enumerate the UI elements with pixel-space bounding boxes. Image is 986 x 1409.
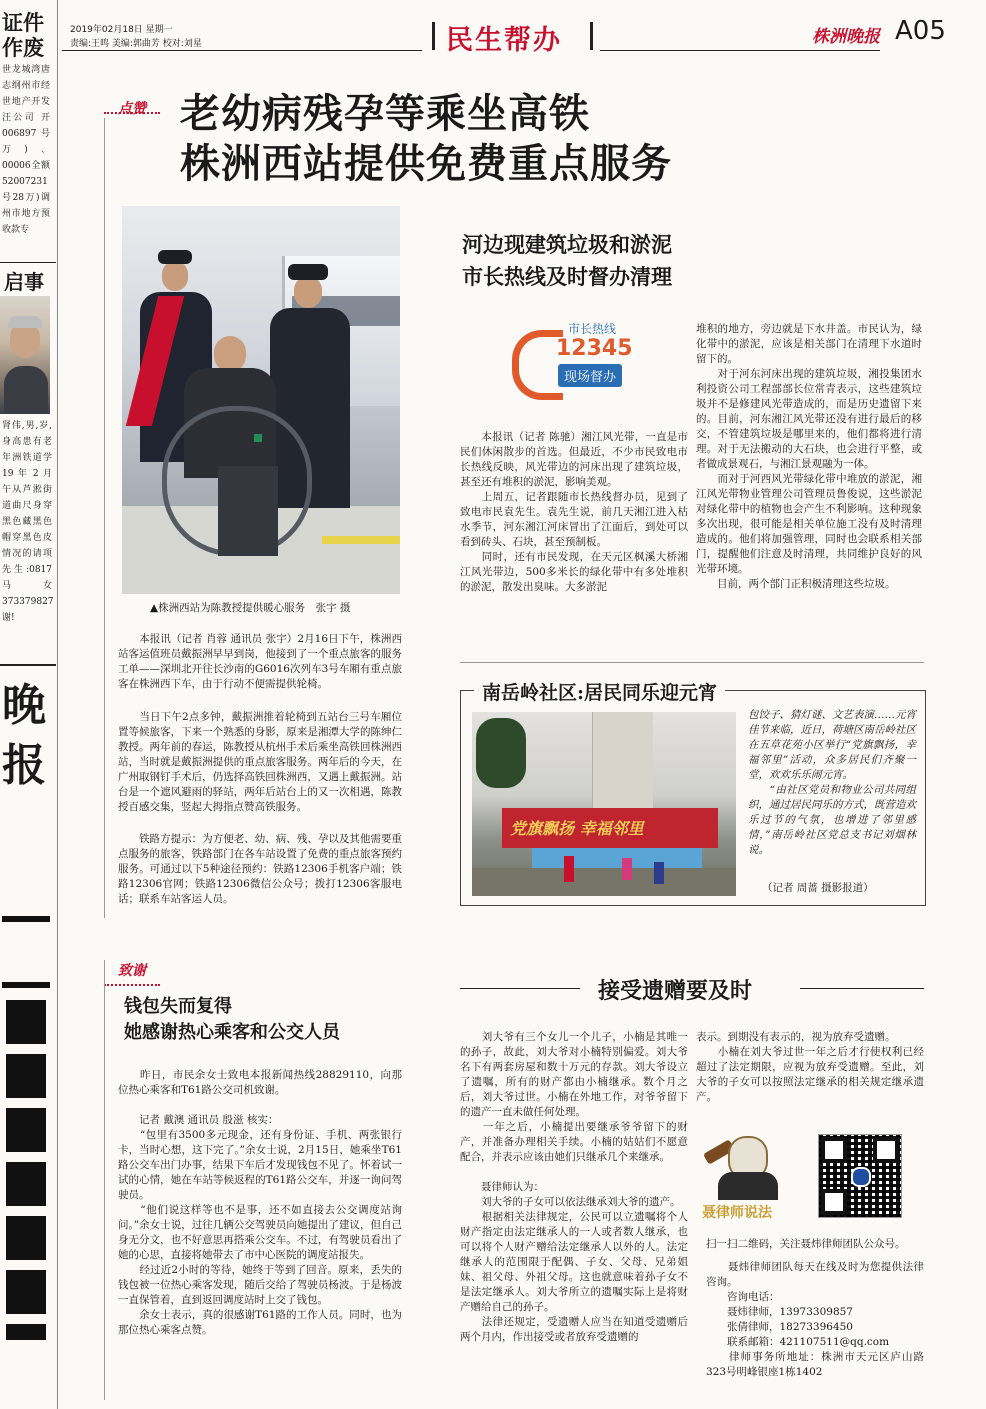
a1-title-line2: 株洲西站提供免费重点服务 [180,141,672,187]
qishi-rule [0,664,56,666]
qr-code [818,1134,902,1218]
qishi-body: 肾伟,男,岁,身高患有老年洲铁道学19 年 2 月午从芦淞街道曲尺身穿黑色藏黑色帽穿黑色皮情况的请项先生:0817 马女373379827谢! [2,421,55,623]
a1-para2: 当日下午2点多钟，戴振洲推着轮椅到五站台三号车厢位置等候旅客，下来一个熟悉的身影，原来是湘潭大学的陈绅仁教授。两年前的春运，陈教授从杭州手术后乘坐高铁回株洲西站，当时就是戴振洲提供的重点旅客服务。两年后的今天，在广州取钢钉手术后，仍选择高铁回株洲西，又遇上戴振洲。站台是一个遮风避雨的驿站，两年后站台上的又一次相遇，陈教授百感交集，竖起大拇指点赞高铁服务。 [118,711,402,813]
a4-left-rule [104,960,105,1400]
a2-bottom-rule [460,662,924,663]
a3-credit: （记者 周蔷 摄影报道） [762,882,874,894]
qishi-title: 启事 [4,270,44,294]
a5-col1: 刘大爷有三个女儿一个儿子，小楠是其唯一的孙子，故此，刘大爷对小楠特别偏爱。刘大爷名下有两套房屋和数十万元的存款。刘大爷设立了遗嘱，所有的财产都由小楠继承。数个月之后，刘大爷过世。小楠在外地工作，对爷爷留下的遗产一直未做任何处理。 一年之后，小楠提出要继承爷爷留下的财产，并准备办理相关手续。小楠的姑姑们不愿意配合，并表示应该由她们只继承几个来继承。 聂律师认为： 刘大爷的子女可以依法继承刘大爷的遗产。 根据相关法律规定，公民可以立遗嘱将个人财产指定由法定继承人的一人或者数人继承，也可以将个人财产赠给法定继承人以外的人。法定继承人的范围限于配偶、子女、父母、兄弟姐妹、祖父母、外祖父母。这也就意味着孙子女不是法定继承人。刘大爷所立的遗嘱实际上是将财产赠给自己的孙子。 法律还规定，受遗赠人应当在知道受遗赠后两个月内，作出接受或者放弃受遗赠的 [460,1031,688,1343]
section-bar-left [432,22,435,50]
a2-col2: 堆积的地方，旁边就是下水井盖。市民认为，绿化带中的淤泥，应该是相关部门在清理下水道时留下的。 对于河东河床出现的建筑垃圾，湘投集团水利投资公司工程部部长位常青表示，这些建筑垃圾并不是修建风光带造成的，而是历史遗留下来的。目前，河东湘江风光带还没有进行最后的移交，不管建筑垃圾是哪里来的，他们都将进行清理。对于无法搬动的大石块，也会进行平整，或者做成景观石，与湘江景观融为一体。 而对于河西风光带绿化带中堆放的淤泥，湘江风光带物业管理公司管理员鲁俊说，这些淤泥对绿化带中的植物也会产生不利影响。这种现象多次出现，很可能是相关单位施工没有及时清理造成的。他们将加强管理，同时也会联系相关部门，提醒他们注意及时清理，共同维护良好的风光带环境。 目前，两个部门正积极清理这些垃圾。 [696,323,922,590]
big-ad-chars-2 [2,860,50,988]
paper-logo: 株洲晚报 [812,27,880,47]
header-date: 2019年02月18日 星期一 [70,25,173,35]
a5-title-rule-right [800,988,924,989]
a2-hotline-logo [512,320,672,396]
a5-title: 接受遗赠要及时 [598,978,753,1004]
a3-photo [472,712,736,896]
notice-title: 证件作废 [2,10,44,60]
a3-body: 包饺子、猜灯谜、文艺表演……元宵佳节来临，近日，荷塘区南岳岭社区在五草花苑小区举行“党旗飘扬，幸福邻里”活动，众多居民们齐聚一堂，欢欢乐乐闹元宵。 “由社区党员和物业公司共同组织，通过居民同乐的方式，既营造欢乐过节的气氛，也增进了邻里感情，”南岳岭社区党总支书记刘烟林说。 [748,709,916,856]
a4-tag-line [104,984,160,986]
a4-body: 昨日，市民余女士致电本报新闻热线28829110，向那位热心乘客和T61路公交司机致谢。 记者 戴澳 通讯员 殷滋 核实： “包里有3500多元现金，还有身份证、手机、两张银行卡，当时心想，这下完了。”余女士说，2月15日，她乘坐T61路公交车出门办事，结果下车后才发现钱包不见了。怀着试一试的心情，她在车站等候返程的T61路公交车，并逐一询问驾驶员。 “他们说这样等也不是事，还不如直接去公交调度站询问。”余女士说，过往几辆公交驾驶员向她提出了建议，但自己身无分文，也不好意思再搭乘公交车。不过，有驾驶员看出了她的心思，直接将她带去了市中心医院的调度站报失。 经过近2小时的等待，她终于等到了回音。原来，丢失的钱包被一位热心乘客发现，随后交给了驾驶员杨波。于是杨波一直保管着，直到返回调度站时上交了钱包。 余女士表示，真的很感谢T61路的工作人员。同时，也为那位热心乘客点赞。 [118,1069,402,1336]
a1-photo-caption: ▲株洲西站为陈教授提供暖心服务 张宇 摄 [150,602,351,614]
a5-title-rule-left [460,988,580,989]
a2-title-line1: 河边现建筑垃圾和淤泥 [462,232,672,257]
a1-left-rule [104,118,105,918]
a2-logo-number: 12345 [556,336,633,361]
big-ad-chars: 晚报 [2,680,46,791]
notice-rule [0,262,56,263]
a1-tag: 点赞 [118,101,146,117]
page-number: A05 [895,16,946,46]
missing-person-photo [0,296,50,414]
big-ad-number-strip [6,1000,46,1340]
header-editors: 责编:王鸣 美编:郭曲芳 校对:刘星 [70,39,202,49]
header-rule-right [600,50,880,51]
a4-title-line1: 钱包失而复得 [124,996,232,1017]
a5-col2: 表示。到期没有表示的，视为放弃受遗赠。 小楠在刘大爷过世一年之后才行使权利已经超过了法定期限，应视为放弃受遗赠。至此，刘大爷的子女可以按照法定继承的相关规定继承遗产。 [696,1031,924,1103]
a2-col1: 本报讯（记者 陈驰）湘江风光带，一直是市民们休闲散步的首选。但最近，不少市民致电市长热线反映，风光带边的河床出现了建筑垃圾，甚至还有堆积的淤泥，影响美观。 上周五，记者跟随市长热线督办员，见到了致电市民袁先生。袁先生说，前几天湘江进入枯水季节，河东湘江河床冒出了江面后，到处可以看到砖头、石块，甚至预制板。 同时，还有市民发现，在天元区枫溪大桥湘江风光带边，500多米长的绿化带中有多处堆积的淤泥，散发出臭味。大多淤泥 [460,431,688,593]
a2-logo-top: 市长热线 [568,322,617,336]
lawyer-badge-text: 聂律师说法 [702,1205,772,1221]
a1-para1: 本报讯（记者 肖蓉 通讯员 张宇）2月16日下午，株洲西站客运值班员戴振洲早早到岗，他接到了一个重点旅客的服务工单——深圳北开往长沙南的G6016次列车3号车厢有重点旅客在株洲西下车，由于行动不便需提供轮椅。 [118,633,402,690]
lawyer-badge [698,1132,798,1228]
a1-title-line1: 老幼病残孕等乘坐高铁 [180,91,590,137]
a4-tag: 致谢 [118,963,146,979]
section-bar-right [590,22,593,50]
a5-contact: 聂炜律师团队每天在线及时为您提供法律咨询。 咨询电话： 聂炜律师，13973309857 张倩律师，18273396450 联系邮箱：421107511@qq.com 律师事务所地址：株洲市天元区庐山路323号明峰银座1栋1402 [706,1261,924,1378]
a3-banner-text: 党旗飘扬 幸福邻里 [510,819,644,838]
a2-logo-bottom: 现场督办 [558,364,622,387]
a2-title-line2: 市长热线及时督办清理 [462,264,672,289]
a1-para3: 铁路方提示：为方便老、幼、病、残、孕以及其他需要重点服务的旅客，铁路部门在各车站设置了免费的重点旅客预约服务。可通过以下5种途径预约：铁路12306手机客户端；铁路12306官网；铁路12306微信公众号；拨打12306客服电话；联系车站客运人员。 [118,833,402,905]
left-column-rule [57,0,58,1409]
a1-photo [122,206,400,594]
a4-title-line2: 她感谢热心乘客和公交人员 [124,1022,340,1043]
section-title: 民生帮办 [446,25,562,56]
notice-body: 世龙城湾唐志纲州市经世地产开发汪公司 开006897 号万)、00006全额 52007231 号28万)调州市地方预收款专 [2,65,53,235]
a3-title: 南岳岭社区:居民同乐迎元宵 [474,678,725,705]
header-rule-left [62,50,422,51]
qr-caption: 扫一扫二维码，关注聂炜律师团队公众号。 [706,1238,906,1250]
